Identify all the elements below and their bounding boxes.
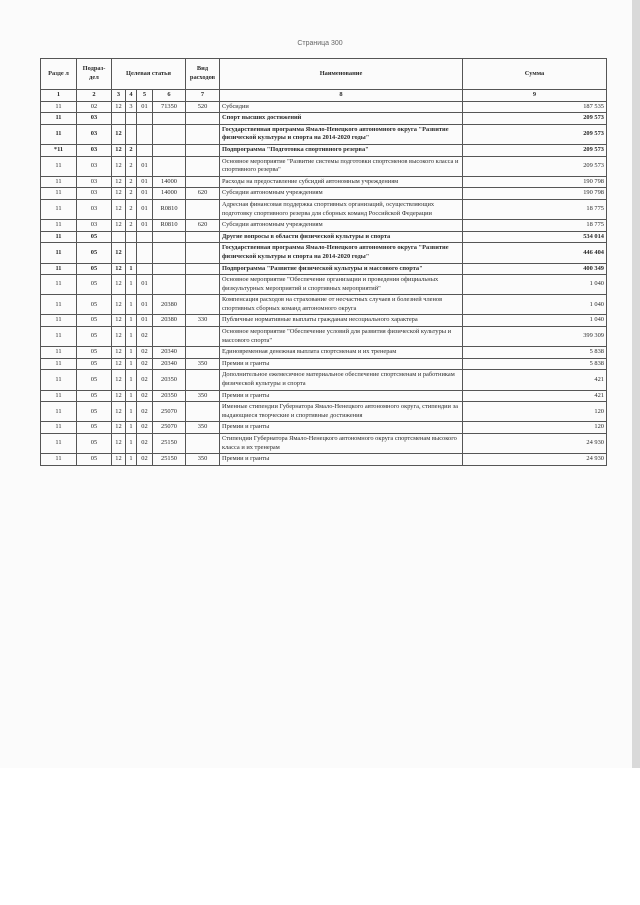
table-row — [41, 113, 607, 125]
cell-c3 — [112, 113, 126, 125]
cell-c7 — [186, 243, 220, 263]
cell-c7 — [186, 176, 220, 188]
cell-c1: 11 — [41, 113, 77, 125]
table-row — [41, 176, 607, 188]
cell-name: Субсидии автономным учреждениям — [220, 220, 463, 232]
cell-c4: 1 — [126, 358, 137, 370]
cell-c5: 01 — [137, 220, 153, 232]
table-row — [41, 347, 607, 359]
cell-c4: 1 — [126, 402, 137, 422]
cell-c1: 11 — [41, 176, 77, 188]
cell-c4: 2 — [126, 188, 137, 200]
cell-c3: 12 — [112, 347, 126, 359]
cell-sum: 446 404 — [463, 243, 607, 263]
cell-c1: 11 — [41, 422, 77, 434]
cell-c6 — [153, 263, 186, 275]
cell-c4 — [126, 124, 137, 144]
cell-name: Субсидии — [220, 101, 463, 113]
cell-c7 — [186, 434, 220, 454]
cell-c5: 01 — [137, 315, 153, 327]
cell-c5 — [137, 263, 153, 275]
cell-c1: 11 — [41, 295, 77, 315]
cell-c5: 02 — [137, 402, 153, 422]
cell-c4 — [126, 113, 137, 125]
cell-c3: 12 — [112, 156, 126, 176]
cell-c5: 01 — [137, 295, 153, 315]
cell-name: Основное мероприятие "Обеспечение условий для развития физической культуры и массового спорта" — [220, 327, 463, 347]
cell-c1: 11 — [41, 390, 77, 402]
cell-c4: 1 — [126, 454, 137, 466]
cell-c3: 12 — [112, 390, 126, 402]
table-row — [41, 327, 607, 347]
table-row — [41, 231, 607, 243]
cell-name: Подпрограмма "Подготовка спортивного резерва" — [220, 144, 463, 156]
cell-c3: 12 — [112, 124, 126, 144]
cell-name: Субсидии автономным учреждениям — [220, 188, 463, 200]
cell-c1: 11 — [41, 231, 77, 243]
cell-c2: 05 — [77, 243, 112, 263]
cell-c7 — [186, 275, 220, 295]
cell-c4: 1 — [126, 370, 137, 390]
cell-sum: 18 775 — [463, 220, 607, 232]
cell-c5: 01 — [137, 176, 153, 188]
table-row — [41, 243, 607, 263]
cell-c3: 12 — [112, 243, 126, 263]
cell-c6: R0810 — [153, 220, 186, 232]
col-header-razdel: Разде л — [41, 59, 77, 90]
cell-name: Основное мероприятие "Обеспечение организации и проведения официальных физкультурных мероприятий и спортивных мероприятий" — [220, 275, 463, 295]
cell-c2: 03 — [77, 199, 112, 219]
cell-c1: 11 — [41, 243, 77, 263]
table-row — [41, 124, 607, 144]
table-row — [41, 220, 607, 232]
cell-c1: 11 — [41, 188, 77, 200]
cell-c3: 12 — [112, 315, 126, 327]
cell-c4: 2 — [126, 199, 137, 219]
cell-c7 — [186, 199, 220, 219]
table-row — [41, 402, 607, 422]
cell-sum: 190 798 — [463, 188, 607, 200]
cell-c4: 1 — [126, 263, 137, 275]
cell-sum: 18 775 — [463, 199, 607, 219]
col-header-target: Целевая статья — [112, 59, 186, 90]
cell-name: Премии и гранты — [220, 390, 463, 402]
cell-sum: 209 573 — [463, 156, 607, 176]
cell-c3: 12 — [112, 327, 126, 347]
cell-c6 — [153, 144, 186, 156]
cell-c1: 11 — [41, 370, 77, 390]
cell-c4: 3 — [126, 101, 137, 113]
cell-c7 — [186, 231, 220, 243]
cell-c5: 02 — [137, 454, 153, 466]
cell-c5: 02 — [137, 370, 153, 390]
cell-sum: 400 349 — [463, 263, 607, 275]
cell-c5 — [137, 113, 153, 125]
cell-c7 — [186, 263, 220, 275]
cell-c3: 12 — [112, 358, 126, 370]
cell-c5: 02 — [137, 358, 153, 370]
cell-c2: 05 — [77, 231, 112, 243]
cell-name: Другие вопросы в области физической культуры и спорта — [220, 231, 463, 243]
table-row — [41, 434, 607, 454]
cell-c7 — [186, 144, 220, 156]
cell-c5: 02 — [137, 347, 153, 359]
col-number: 8 — [220, 90, 463, 102]
cell-c3: 12 — [112, 295, 126, 315]
cell-c6: 20380 — [153, 315, 186, 327]
table-row — [41, 101, 607, 113]
cell-c2: 05 — [77, 275, 112, 295]
cell-c7 — [186, 347, 220, 359]
cell-c7: 350 — [186, 358, 220, 370]
cell-c1: 11 — [41, 156, 77, 176]
cell-name: Спорт высших достижений — [220, 113, 463, 125]
cell-c6: 25150 — [153, 454, 186, 466]
cell-c7: 350 — [186, 422, 220, 434]
cell-c6 — [153, 243, 186, 263]
header-row — [41, 59, 607, 90]
cell-c5: 02 — [137, 327, 153, 347]
cell-c6 — [153, 275, 186, 295]
cell-c2: 05 — [77, 454, 112, 466]
cell-name: Единовременная денежная выплата спортсменам и их тренерам — [220, 347, 463, 359]
cell-name: Адресная финансовая поддержка спортивных организаций, осуществляющих подготовку спортивного резерва для сборных команд Российской Федерации — [220, 199, 463, 219]
cell-c5: 02 — [137, 434, 153, 454]
cell-c1: 11 — [41, 402, 77, 422]
cell-c4: 1 — [126, 275, 137, 295]
cell-c6: 20350 — [153, 390, 186, 402]
cell-c4: 1 — [126, 347, 137, 359]
cell-c6: R0810 — [153, 199, 186, 219]
cell-c1: 11 — [41, 327, 77, 347]
cell-c7: 520 — [186, 101, 220, 113]
cell-c6 — [153, 231, 186, 243]
cell-c1: 11 — [41, 347, 77, 359]
cell-c1: 11 — [41, 199, 77, 219]
cell-c7: 330 — [186, 315, 220, 327]
cell-c6: 25070 — [153, 422, 186, 434]
cell-sum: 209 573 — [463, 124, 607, 144]
cell-name: Именные стипендии Губернатора Ямало-Ненецкого автономного округа, стипендии за выдающиеся творческие и спортивные достижения — [220, 402, 463, 422]
cell-c4: 1 — [126, 295, 137, 315]
cell-c2: 03 — [77, 220, 112, 232]
column-number-row — [41, 90, 607, 102]
table-row — [41, 422, 607, 434]
cell-c4: 1 — [126, 390, 137, 402]
cell-sum: 421 — [463, 390, 607, 402]
table-row — [41, 156, 607, 176]
cell-name: Премии и гранты — [220, 358, 463, 370]
cell-c3: 12 — [112, 144, 126, 156]
cell-c4 — [126, 243, 137, 263]
cell-sum: 5 838 — [463, 347, 607, 359]
cell-name: Публичные нормативные выплаты гражданам несоциального характера — [220, 315, 463, 327]
cell-c3: 12 — [112, 263, 126, 275]
cell-sum: 120 — [463, 422, 607, 434]
cell-c1: 11 — [41, 263, 77, 275]
col-number: 1 — [41, 90, 77, 102]
cell-name: Премии и гранты — [220, 422, 463, 434]
cell-sum: 209 573 — [463, 113, 607, 125]
cell-c5 — [137, 124, 153, 144]
cell-c7 — [186, 402, 220, 422]
cell-c6: 20350 — [153, 370, 186, 390]
cell-c7 — [186, 124, 220, 144]
page-header: Страница 300 — [297, 40, 343, 47]
cell-c2: 03 — [77, 113, 112, 125]
table-row — [41, 295, 607, 315]
col-header-vid: Вид расходов — [186, 59, 220, 90]
cell-c3: 12 — [112, 188, 126, 200]
col-number: 7 — [186, 90, 220, 102]
cell-c7: 620 — [186, 188, 220, 200]
cell-c2: 03 — [77, 176, 112, 188]
cell-c6: 71350 — [153, 101, 186, 113]
cell-c1: 11 — [41, 124, 77, 144]
cell-c2: 05 — [77, 434, 112, 454]
cell-c7: 350 — [186, 454, 220, 466]
cell-sum: 1 040 — [463, 275, 607, 295]
cell-c5: 01 — [137, 275, 153, 295]
cell-c1: *11 — [41, 144, 77, 156]
cell-c2: 05 — [77, 358, 112, 370]
cell-c3: 12 — [112, 422, 126, 434]
cell-c3: 12 — [112, 454, 126, 466]
col-number: 4 — [126, 90, 137, 102]
cell-c5 — [137, 243, 153, 263]
cell-c7 — [186, 113, 220, 125]
cell-c4: 1 — [126, 315, 137, 327]
cell-name: Дополнительное ежемесячное материальное обеспечение спортсменам и работникам физической культуры и спорта — [220, 370, 463, 390]
cell-c2: 02 — [77, 101, 112, 113]
cell-c2: 03 — [77, 144, 112, 156]
cell-c4: 1 — [126, 434, 137, 454]
cell-c5 — [137, 144, 153, 156]
table-row — [41, 390, 607, 402]
cell-sum: 1 040 — [463, 295, 607, 315]
cell-sum: 1 040 — [463, 315, 607, 327]
col-header-summa: Сумма — [463, 59, 607, 90]
cell-c2: 05 — [77, 327, 112, 347]
cell-c5: 02 — [137, 422, 153, 434]
cell-c2: 05 — [77, 402, 112, 422]
cell-c1: 11 — [41, 315, 77, 327]
cell-c6 — [153, 124, 186, 144]
table-row — [41, 263, 607, 275]
col-number: 3 — [112, 90, 126, 102]
table-body — [41, 101, 607, 465]
cell-c2: 05 — [77, 315, 112, 327]
budget-table — [40, 58, 607, 466]
col-number: 5 — [137, 90, 153, 102]
cell-c6: 14000 — [153, 176, 186, 188]
cell-c2: 05 — [77, 263, 112, 275]
cell-sum: 120 — [463, 402, 607, 422]
cell-sum: 24 930 — [463, 454, 607, 466]
cell-c4 — [126, 231, 137, 243]
cell-name: Компенсация расходов на страхование от несчастных случаев и болезней членов спортивных сборных команд автономного округа — [220, 295, 463, 315]
cell-c6: 25070 — [153, 402, 186, 422]
cell-c3: 12 — [112, 402, 126, 422]
cell-c1: 11 — [41, 454, 77, 466]
cell-c2: 03 — [77, 124, 112, 144]
cell-c7 — [186, 295, 220, 315]
cell-sum: 187 535 — [463, 101, 607, 113]
cell-c3: 12 — [112, 199, 126, 219]
cell-c1: 11 — [41, 358, 77, 370]
table-row — [41, 370, 607, 390]
cell-name: Государственная программа Ямало-Ненецкого автономного округа "Развитие физической культуры и спорта на 2014-2020 годы" — [220, 243, 463, 263]
cell-c7: 620 — [186, 220, 220, 232]
table-row — [41, 358, 607, 370]
cell-c3: 12 — [112, 434, 126, 454]
col-number: 6 — [153, 90, 186, 102]
cell-c4: 2 — [126, 176, 137, 188]
cell-sum: 190 798 — [463, 176, 607, 188]
cell-sum: 209 573 — [463, 144, 607, 156]
cell-c2: 05 — [77, 370, 112, 390]
cell-c2: 03 — [77, 156, 112, 176]
cell-c7 — [186, 327, 220, 347]
cell-c1: 11 — [41, 275, 77, 295]
table-row — [41, 199, 607, 219]
cell-c6 — [153, 156, 186, 176]
cell-c2: 03 — [77, 188, 112, 200]
cell-c1: 11 — [41, 220, 77, 232]
table-row — [41, 454, 607, 466]
cell-c4: 2 — [126, 220, 137, 232]
cell-c7 — [186, 156, 220, 176]
cell-c4: 2 — [126, 144, 137, 156]
cell-c1: 11 — [41, 101, 77, 113]
cell-c5: 01 — [137, 199, 153, 219]
table-row — [41, 275, 607, 295]
cell-c5 — [137, 231, 153, 243]
col-number: 9 — [463, 90, 607, 102]
cell-c6 — [153, 113, 186, 125]
cell-sum: 24 930 — [463, 434, 607, 454]
table-row — [41, 188, 607, 200]
cell-c6: 20340 — [153, 347, 186, 359]
table-row — [41, 144, 607, 156]
cell-c2: 05 — [77, 295, 112, 315]
cell-sum: 421 — [463, 370, 607, 390]
cell-c3: 12 — [112, 275, 126, 295]
cell-c6: 25150 — [153, 434, 186, 454]
cell-name: Премии и гранты — [220, 454, 463, 466]
cell-c7 — [186, 370, 220, 390]
cell-sum: 534 014 — [463, 231, 607, 243]
cell-name: Стипендии Губернатора Ямало-Ненецкого автономного округа спортсменам высокого класса и их тренерам — [220, 434, 463, 454]
col-number: 2 — [77, 90, 112, 102]
cell-c3: 12 — [112, 176, 126, 188]
cell-c4: 2 — [126, 156, 137, 176]
cell-c3: 12 — [112, 370, 126, 390]
cell-name: Подпрограмма "Развитие физической культуры и массового спорта" — [220, 263, 463, 275]
cell-c6 — [153, 327, 186, 347]
cell-name: Основное мероприятие "Развитие системы подготовки спортсменов высокого класса и спортивного резерва" — [220, 156, 463, 176]
cell-c4: 1 — [126, 422, 137, 434]
col-header-name: Наименование — [220, 59, 463, 90]
cell-c3: 12 — [112, 101, 126, 113]
cell-c3 — [112, 231, 126, 243]
cell-c6: 14000 — [153, 188, 186, 200]
cell-sum: 5 838 — [463, 358, 607, 370]
cell-c5: 01 — [137, 188, 153, 200]
cell-c3: 12 — [112, 220, 126, 232]
cell-name: Государственная программа Ямало-Ненецкого автономного округа "Развитие физической культуры и спорта на 2014-2020 годы" — [220, 124, 463, 144]
cell-c5: 01 — [137, 101, 153, 113]
col-header-podrazdel: Подраз- дел — [77, 59, 112, 90]
cell-name: Расходы на предоставление субсидий автономным учреждениям — [220, 176, 463, 188]
cell-c4: 1 — [126, 327, 137, 347]
cell-sum: 399 309 — [463, 327, 607, 347]
cell-c6: 20380 — [153, 295, 186, 315]
cell-c5: 01 — [137, 156, 153, 176]
table-row — [41, 315, 607, 327]
cell-c1: 11 — [41, 434, 77, 454]
cell-c2: 05 — [77, 347, 112, 359]
cell-c2: 05 — [77, 390, 112, 402]
cell-c7: 350 — [186, 390, 220, 402]
cell-c5: 02 — [137, 390, 153, 402]
cell-c2: 05 — [77, 422, 112, 434]
cell-c6: 20340 — [153, 358, 186, 370]
